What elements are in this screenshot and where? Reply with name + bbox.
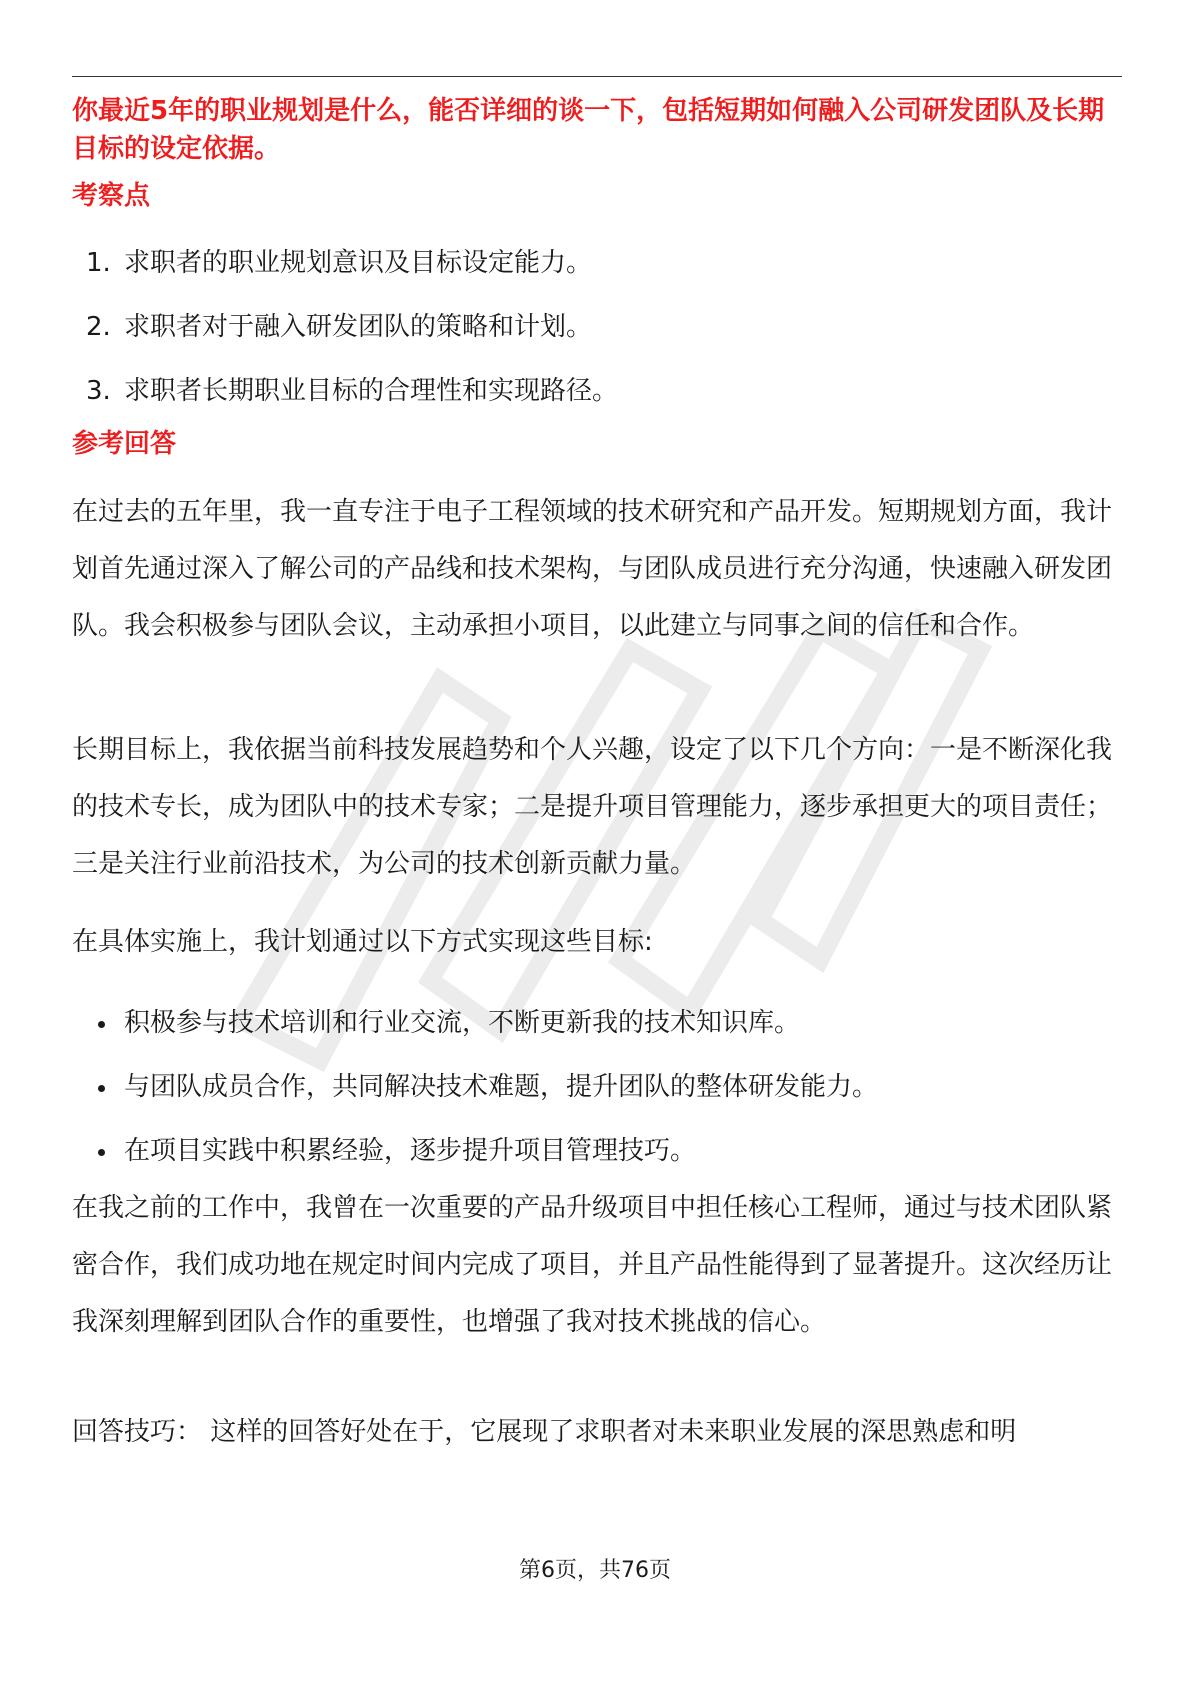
bullet-icon: [98, 1085, 105, 1092]
list-item-text: 求职者对于融入研发团队的策略和计划。: [124, 312, 593, 342]
document-page: [72, 0, 1122, 1684]
bullet-icon: [98, 1021, 105, 1028]
list-item: [72, 1133, 1122, 1169]
list-item: [72, 245, 1122, 281]
answer-section-title: 参考回答: [72, 429, 177, 459]
list-item-text: 积极参与技术培训和行业交流，不断更新我的技术知识库。: [124, 1008, 801, 1038]
list-number: 1.: [86, 248, 111, 278]
list-item-text: 与团队成员合作，共同解决技术难题，提升团队的整体研发能力。: [124, 1072, 879, 1102]
implementation-bullets: [72, 1005, 1122, 1169]
answer-paragraph-4: 在我之前的工作中，我曾在一次重要的产品升级项目中担任核心工程师，通过与技术团队紧密合作，我们成功地在规定时间内完成了项目，并且产品性能得到了显著提升。这次经历让我深刻理解到团队合作的重要性，也增强了我对技术挑战的信心。: [72, 1193, 1113, 1337]
list-item: [72, 309, 1122, 345]
list-item: [72, 1005, 1122, 1041]
question-heading: 你最近5年的职业规划是什么，能否详细的谈一下，包括短期如何融入公司研发团队及长期目标的设定依据。: [72, 96, 1105, 164]
list-item: [72, 1069, 1122, 1105]
answer-paragraph-2: 长期目标上，我依据当前科技发展趋势和个人兴趣，设定了以下几个方向：一是不断深化我的技术专长，成为团队中的技术专家；二是提升项目管理能力，逐步承担更大的项目责任；三是关注行业前沿技术，为公司的技术创新贡献力量。: [72, 735, 1113, 879]
page-footer: 第6页，共76页: [519, 1558, 671, 1583]
top-divider: [72, 76, 1122, 77]
list-item-text: 在项目实践中积累经验，逐步提升项目管理技巧。: [124, 1136, 697, 1166]
bullet-icon: [98, 1149, 105, 1156]
focus-section-title: 考察点: [72, 181, 151, 211]
answer-paragraph-3: 在具体实施上，我计划通过以下方式实现这些目标:: [72, 927, 653, 957]
list-item-text: 求职者的职业规划意识及目标设定能力。: [124, 248, 593, 278]
list-item: [72, 373, 1122, 409]
answer-tip: 回答技巧： 这样的回答好处在于，它展现了求职者对未来职业发展的深思熟虑和明: [72, 1417, 1017, 1447]
list-number: 2.: [86, 312, 111, 342]
list-number: 3.: [86, 376, 111, 406]
answer-paragraph-1: 在过去的五年里，我一直专注于电子工程领域的技术研究和产品开发。短期规划方面，我计划首先通过深入了解公司的产品线和技术架构，与团队成员进行充分沟通，快速融入研发团队。我会积极参与团队会议，主动承担小项目，以此建立与同事之间的信任和合作。: [72, 497, 1113, 641]
list-item-text: 求职者长期职业目标的合理性和实现路径。: [124, 376, 619, 406]
focus-points-list: [72, 245, 1122, 409]
